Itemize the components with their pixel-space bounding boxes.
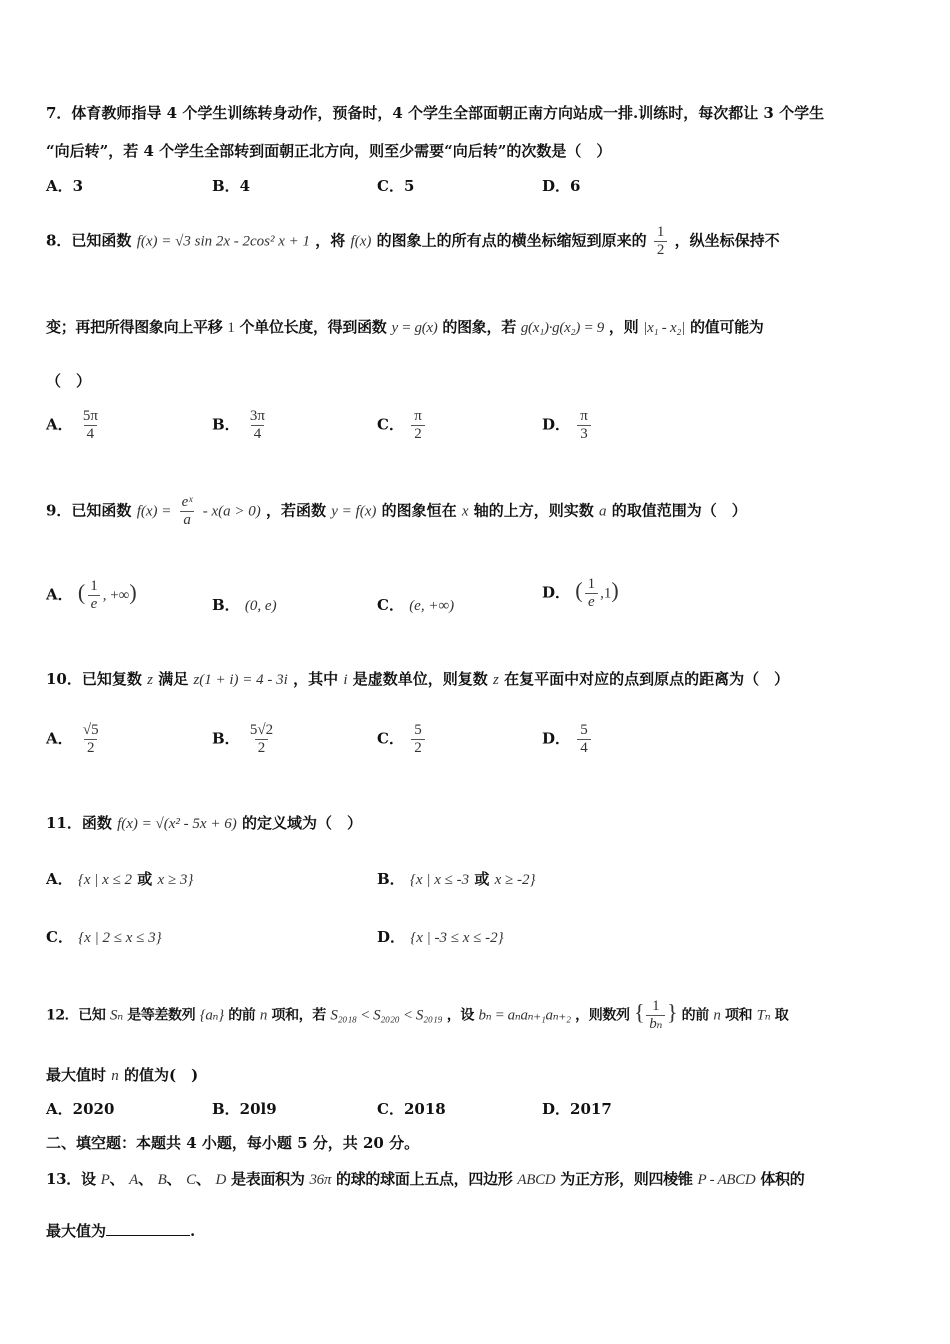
q9-option-d-num: 1 bbox=[587, 576, 596, 592]
q12-bn: bₙ = aₙaₙ₊₁aₙ₊₂ bbox=[478, 1007, 571, 1024]
q10-text-4: 在复平面中对应的点到原点的距离为（ ） bbox=[504, 670, 790, 688]
q13-point-b: B bbox=[157, 1172, 167, 1188]
q8-option-d-label: D． bbox=[542, 415, 571, 434]
q8-l2-one: 1 bbox=[227, 320, 235, 336]
q13-line-1 bbox=[46, 1168, 906, 1189]
q12-line-2 bbox=[46, 1064, 906, 1085]
q12-n-2: n bbox=[713, 1007, 721, 1024]
q9-option-b bbox=[212, 594, 277, 615]
q8-option-c-den: 2 bbox=[411, 425, 425, 443]
q9-text-2: 的图象恒在 bbox=[381, 501, 457, 520]
q12-text-7: 项和 bbox=[724, 1007, 753, 1024]
q10-equation: z(1 + i) = 4 - 3i bbox=[193, 672, 288, 688]
q7-line-1: 7．体育教师指导 4 个学生训练转身动作，预备时，4 个学生全部面朝正南方向站成一排.训练时，每次都让 3 个学生 bbox=[46, 104, 825, 122]
q10-option-a-value bbox=[80, 722, 102, 757]
q12-prefix: 12．已知 bbox=[46, 1007, 106, 1024]
q13-prefix: 13．设 bbox=[46, 1170, 96, 1188]
q12-reciprocal-fraction bbox=[646, 998, 665, 1033]
q10-option-d bbox=[542, 722, 593, 757]
q10-option-c-value bbox=[411, 722, 425, 757]
q13-text-3: 为正方形，则四棱锥 bbox=[560, 1170, 693, 1188]
q12-l2-n: n bbox=[111, 1068, 119, 1084]
q8-option-b-num: 3π bbox=[249, 408, 265, 424]
q10-i-var: i bbox=[343, 672, 348, 688]
q13-sep-4: 、 bbox=[195, 1170, 211, 1188]
q8-option-c-label: C． bbox=[377, 415, 404, 434]
q9-option-d: D． ( $\frac{1}{e}$ ,1) bbox=[542, 576, 619, 610]
q9-option-a-tail: , +∞ bbox=[102, 587, 130, 604]
q12-text-3: 项和，若 bbox=[271, 1007, 326, 1024]
q12-text-4: ，设 bbox=[446, 1007, 474, 1024]
q8-option-b-den: 4 bbox=[251, 425, 265, 443]
q8-option-b bbox=[212, 408, 270, 443]
q9-option-a: A． ( $\frac{1}{e}$ , +∞) bbox=[46, 578, 137, 612]
q8-line-3: （ ） bbox=[46, 372, 92, 390]
q7-option-b: B．4 bbox=[212, 177, 251, 195]
q8-option-d-num: π bbox=[580, 408, 588, 424]
q10-option-c-num: 5 bbox=[414, 722, 422, 738]
q9-prefix: 9．已知函数 bbox=[46, 501, 132, 520]
q11-option-d-label: D． bbox=[377, 928, 406, 946]
q13-point-c: C bbox=[186, 1172, 196, 1188]
q8-l2-text-e: 的值可能为 bbox=[689, 318, 764, 336]
q8-option-d bbox=[542, 408, 593, 443]
q9-frac-den: a bbox=[180, 511, 194, 529]
q12-option-d: D．2017 bbox=[542, 1100, 612, 1118]
q9-option-b-label: B． bbox=[212, 596, 240, 614]
q9-option-d-den: e bbox=[585, 593, 598, 611]
q9-frac-num: eˣ bbox=[181, 494, 193, 510]
q10-prefix: 10．已知复数 bbox=[46, 670, 142, 688]
q8-prefix: 8．已知函数 bbox=[46, 231, 132, 250]
q11-function-expr: f(x) = √(x² - 5x + 6) bbox=[117, 816, 237, 832]
q13-l2-text: 最大值为 bbox=[46, 1222, 107, 1240]
q11-option-b-or: 或 bbox=[474, 870, 490, 888]
q8-option-d-den: 3 bbox=[577, 425, 591, 443]
q10-option-a-label: A． bbox=[46, 729, 73, 748]
q9-line-1 bbox=[46, 494, 906, 529]
q10-text-2: ，其中 bbox=[293, 670, 339, 688]
q12-l2-text-b: 的值为( ) bbox=[123, 1066, 199, 1084]
q8-option-a-label: A． bbox=[46, 415, 73, 434]
q13-pyramid: P - ABCD bbox=[697, 1172, 756, 1188]
q13-point-p: P bbox=[100, 1172, 110, 1188]
q7-option-c: C．5 bbox=[377, 177, 415, 195]
q12-frac-num: 1 bbox=[652, 998, 660, 1014]
q13-sep-2: 、 bbox=[138, 1170, 153, 1188]
q10-option-a-num: √5 bbox=[82, 722, 99, 738]
q8-option-a-num: 5π bbox=[82, 408, 98, 424]
q10-option-b-den: 2 bbox=[255, 739, 269, 757]
q9-option-c-value: (e, +∞) bbox=[409, 598, 455, 614]
q9-option-d-label: D． bbox=[542, 583, 571, 602]
q12-text-8: 取 bbox=[774, 1007, 789, 1024]
q10-line-1 bbox=[46, 668, 906, 689]
q8-option-b-value bbox=[247, 408, 268, 443]
q11-option-b bbox=[377, 868, 535, 889]
q13-text-4: 体积的 bbox=[760, 1170, 805, 1188]
q8-fx: f(x) bbox=[350, 233, 372, 250]
q8-option-d-value bbox=[577, 408, 591, 443]
q9-exp-fraction bbox=[179, 494, 196, 529]
q13-sep-3: 、 bbox=[166, 1170, 182, 1188]
q8-option-b-label: B． bbox=[212, 415, 240, 434]
q9-text-4: 的取值范围为（ ） bbox=[611, 501, 747, 520]
q9-option-a-num: 1 bbox=[90, 578, 98, 594]
q8-option-c-value bbox=[411, 408, 425, 443]
q11-option-c-label: C． bbox=[46, 928, 73, 946]
q8-text-3: ，纵坐标保持不 bbox=[674, 231, 780, 250]
q13-sep-1: 、 bbox=[109, 1170, 125, 1188]
q13-abcd: ABCD bbox=[517, 1172, 556, 1188]
q10-option-d-den: 4 bbox=[577, 739, 591, 757]
q12-n-1: n bbox=[259, 1007, 267, 1024]
section-2-heading: 二、填空题：本题共 4 小题，每小题 5 分，共 20 分。 bbox=[46, 1134, 420, 1152]
q11-option-b-set-2: x ≥ -2} bbox=[494, 872, 536, 888]
q8-option-a-den: 4 bbox=[84, 425, 98, 443]
q12-l2-text-a: 最大值时 bbox=[46, 1066, 107, 1084]
q12-text-6: 的前 bbox=[681, 1007, 709, 1024]
q10-z-1: z bbox=[147, 672, 153, 688]
q8-l2-text-a: 变；再把所得图象向上平移 bbox=[46, 318, 223, 336]
q8-option-a-value bbox=[80, 408, 101, 443]
q8-half-num: 1 bbox=[656, 224, 665, 240]
q10-text-3: 是虚数单位，则复数 bbox=[352, 670, 488, 688]
q12-text-1: 是等差数列 bbox=[127, 1007, 196, 1024]
q11-option-a bbox=[46, 868, 193, 889]
q8-function-expr: f(x) = √3 sin 2x - 2cos² x + 1 bbox=[136, 233, 311, 250]
q11-text-1: 的定义域为（ ） bbox=[241, 814, 362, 832]
q10-option-d-value bbox=[577, 722, 591, 757]
q8-text-1: ，将 bbox=[315, 231, 346, 250]
q7-option-d: D．6 bbox=[542, 177, 581, 195]
q9-yfx: y = f(x) bbox=[331, 503, 377, 520]
q9-option-c bbox=[377, 594, 454, 615]
q10-option-a bbox=[46, 722, 104, 757]
q12-inequality: S₂₀₁₈ < S₂₀₂₀ < S₂₀₁₉ bbox=[330, 1007, 443, 1024]
q11-option-c-set: {x | 2 ≤ x ≤ 3} bbox=[78, 930, 162, 946]
q8-half-fraction bbox=[654, 224, 668, 259]
q10-option-d-num: 5 bbox=[580, 722, 588, 738]
q11-option-a-set-2: x ≥ 3} bbox=[157, 872, 194, 888]
q12-option-c: C．2018 bbox=[377, 1100, 446, 1118]
q13-point-a: A bbox=[129, 1172, 139, 1188]
q10-option-c bbox=[377, 722, 427, 757]
q9-option-b-value: (0, e) bbox=[244, 598, 277, 614]
q11-option-a-set-1: {x | x ≤ 2 bbox=[77, 872, 133, 888]
q10-text-1: 满足 bbox=[158, 670, 189, 688]
q12-option-a: A．2020 bbox=[46, 1100, 115, 1118]
q12-text-2: 的前 bbox=[228, 1007, 256, 1024]
q9-option-a-label: A． bbox=[46, 585, 73, 604]
q12-an: {aₙ} bbox=[199, 1007, 224, 1024]
q10-option-c-label: C． bbox=[377, 729, 404, 748]
q13-line-2 bbox=[46, 1220, 906, 1241]
q10-option-b-label: B． bbox=[212, 729, 240, 748]
q12-frac-den: bₙ bbox=[646, 1015, 665, 1033]
q11-option-d bbox=[377, 926, 504, 947]
q8-half-den: 2 bbox=[654, 241, 668, 259]
q10-option-b-num: 5√2 bbox=[249, 722, 274, 738]
q10-option-b bbox=[212, 722, 278, 757]
q8-line-1 bbox=[46, 224, 906, 259]
q8-line-2 bbox=[46, 316, 906, 337]
q11-option-b-label: B． bbox=[377, 870, 405, 888]
q13-text-2: 的球的球面上五点，四边形 bbox=[336, 1170, 513, 1188]
q12-option-b: B．20l9 bbox=[212, 1100, 277, 1118]
q10-option-a-den: 2 bbox=[84, 739, 98, 757]
q13-answer-blank[interactable] bbox=[106, 1221, 190, 1236]
q10-option-c-den: 2 bbox=[411, 739, 425, 757]
q10-option-d-label: D． bbox=[542, 729, 571, 748]
q9-x-var: x bbox=[461, 503, 469, 520]
q8-option-c-num: π bbox=[414, 408, 422, 424]
q8-option-a bbox=[46, 408, 103, 443]
q10-z-2: z bbox=[492, 672, 499, 688]
q8-l2-text-d: ，则 bbox=[608, 318, 639, 336]
q12-sn: Sₙ bbox=[109, 1007, 123, 1024]
q9-text-3: 轴的上方，则实数 bbox=[473, 501, 594, 520]
q11-option-a-label: A． bbox=[46, 870, 73, 888]
q11-option-a-or: 或 bbox=[137, 870, 153, 888]
q13-text-1: 是表面积为 bbox=[231, 1170, 305, 1188]
q9-option-d-tail: ,1 bbox=[600, 585, 612, 602]
q11-option-c bbox=[46, 926, 162, 947]
q9-option-d-frac bbox=[585, 576, 599, 611]
q12-tn: Tₙ bbox=[756, 1007, 771, 1024]
q8-l2-abs: |x₁ - x₂| bbox=[643, 320, 686, 336]
q9-option-c-label: C． bbox=[377, 596, 404, 614]
q10-option-b-value bbox=[247, 722, 276, 757]
q13-period: . bbox=[190, 1222, 196, 1240]
q11-option-b-set-1: {x | x ≤ -3 bbox=[409, 872, 470, 888]
q8-option-c bbox=[377, 408, 427, 443]
q9-option-a-frac bbox=[87, 578, 101, 613]
q9-expr-rhs: - x(a > 0) bbox=[202, 503, 261, 520]
q11-option-d-set: {x | -3 ≤ x ≤ -2} bbox=[410, 930, 504, 946]
q8-l2-text-c: 的图象，若 bbox=[442, 318, 516, 336]
q9-a-var: a bbox=[599, 503, 607, 520]
q8-l2-text-b: 个单位长度，得到函数 bbox=[239, 318, 387, 336]
q8-l2-gx: y = g(x) bbox=[391, 320, 438, 336]
q8-l2-product: g(x₁)·g(x₂) = 9 bbox=[520, 320, 604, 336]
q12-text-5: ，则数列 bbox=[575, 1007, 630, 1024]
q7-option-a: A．3 bbox=[46, 177, 84, 195]
q12-line-1: 12．已知 Sₙ 是等差数列 {aₙ} 的前 n 项和，若 S₂₀₁₈ < S₂₀₂₀ < S₂₀₁₉ ，设 bₙ = aₙaₙ₊₁aₙ₊₂ ，则数列 { $\frac{1}{\text{bₙ}}$ } 的前 n 项和 Tₙ 取 bbox=[46, 998, 789, 1032]
q9-expr-lhs: f(x) = bbox=[136, 503, 172, 520]
q9-option-a-den: e bbox=[88, 595, 101, 613]
q7-line-2: “向后转”，若 4 个学生全部转到面朝正北方向，则至少需要“向后转”的次数是（ ） bbox=[46, 142, 612, 160]
q11-prefix: 11．函数 bbox=[46, 814, 112, 832]
q11-line-1 bbox=[46, 812, 906, 833]
q13-area: 36π bbox=[309, 1172, 332, 1188]
q9-text-1: ，若函数 bbox=[266, 501, 327, 520]
q13-point-d: D bbox=[215, 1172, 227, 1188]
q8-text-2: 的图象上的所有点的横坐标缩短到原来的 bbox=[376, 231, 647, 250]
